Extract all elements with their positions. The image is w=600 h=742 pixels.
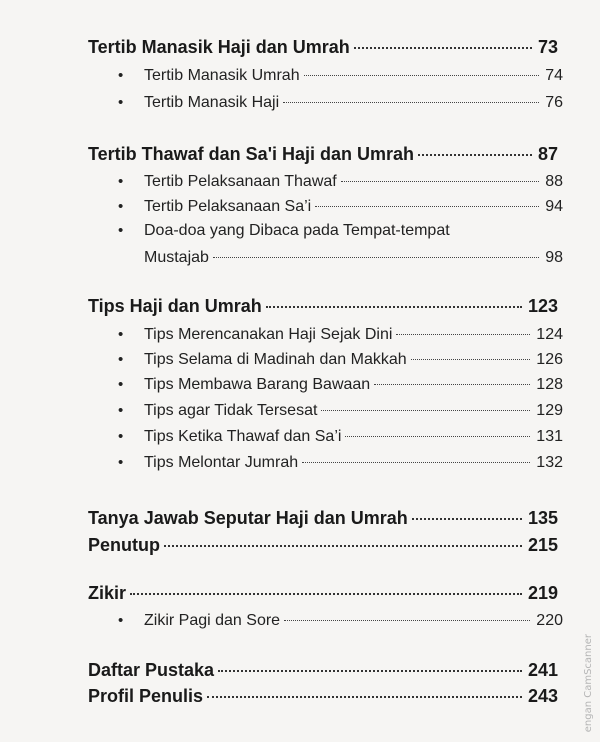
toc-subentry-label: Tips Ketika Thawaf dan Sa’i	[144, 428, 342, 445]
toc-entry-page: 123	[527, 296, 558, 316]
toc-subentry-label: Tips agar Tidak Tersesat	[144, 402, 318, 419]
toc-subentry-page: 132	[536, 454, 563, 471]
dot-leader	[321, 410, 530, 411]
dot-leader	[284, 620, 530, 621]
toc-subentry	[118, 612, 563, 630]
dot-leader	[218, 670, 522, 672]
toc-subentry	[118, 428, 563, 446]
toc-subentry	[118, 351, 563, 369]
toc-subentry-page: 129	[536, 402, 563, 419]
dot-leader	[304, 75, 540, 76]
bullet-icon: •	[118, 94, 124, 111]
toc-subentry	[118, 94, 563, 112]
toc-entry-profil-penulis	[88, 686, 558, 707]
toc-entry-tertib-thawaf	[88, 144, 558, 165]
toc-subentry-page: 98	[545, 249, 563, 266]
toc-entry-page: 87	[537, 144, 558, 164]
toc-entry-page: 73	[537, 37, 558, 57]
toc-subentry-label: Tertib Pelaksanaan Thawaf	[144, 173, 337, 190]
toc-subentry	[118, 402, 563, 420]
toc-entry-title: Penutup	[88, 535, 160, 555]
dot-leader	[283, 102, 539, 103]
toc-subentry-page: 94	[545, 198, 563, 215]
bullet-icon: •	[118, 351, 124, 368]
bullet-icon: •	[118, 326, 124, 343]
toc-subentry-page: 76	[545, 94, 563, 111]
toc-subentry-page: 131	[536, 428, 563, 445]
toc-subentry-page: 74	[545, 67, 563, 84]
dot-leader	[315, 206, 539, 207]
bullet-icon: •	[118, 454, 124, 471]
dot-leader	[411, 359, 531, 360]
toc-entry-page: 219	[527, 583, 558, 603]
toc-entry-title: Tertib Thawaf dan Sa'i Haji dan Umrah	[88, 144, 415, 164]
toc-entry-page: 135	[527, 508, 558, 528]
toc-entry-title: Profil Penulis	[88, 686, 204, 706]
scanner-watermark: engan CamScanner	[583, 633, 594, 732]
bullet-icon: •	[118, 198, 124, 215]
toc-subentry-continuation	[118, 249, 563, 267]
bullet-icon: •	[118, 612, 124, 629]
toc-subentry-page: 88	[545, 173, 563, 190]
toc-subentry-wrapped	[118, 222, 450, 240]
dot-leader	[374, 384, 530, 385]
toc-entry-page: 241	[527, 660, 558, 680]
bullet-icon: •	[118, 222, 124, 239]
dot-leader	[213, 257, 539, 258]
toc-subentry-label: Tips Merencanakan Haji Sejak Dini	[144, 326, 393, 343]
dot-leader	[207, 696, 522, 698]
dot-leader	[164, 545, 522, 547]
toc-entry-title: Tertib Manasik Haji dan Umrah	[88, 37, 350, 57]
toc-entry-zikir	[88, 583, 558, 604]
toc-entry-page: 215	[527, 535, 558, 555]
toc-subentry-page: 128	[536, 376, 563, 393]
dot-leader	[266, 306, 522, 308]
dot-leader	[418, 154, 532, 156]
toc-subentry	[118, 173, 563, 191]
toc-subentry-label: Tertib Pelaksanaan Sa’i	[144, 198, 312, 215]
toc-subentry-page: 126	[536, 351, 563, 368]
toc-subentry-page: 124	[536, 326, 563, 343]
toc-subentry-label: Tips Melontar Jumrah	[144, 454, 299, 471]
toc-subentry-label: Tips Membawa Barang Bawaan	[144, 376, 371, 393]
toc-entry-title: Tips Haji dan Umrah	[88, 296, 262, 316]
toc-entry-title: Zikir	[88, 583, 127, 603]
bullet-icon: •	[118, 376, 124, 393]
dot-leader	[345, 436, 530, 437]
dot-leader	[130, 593, 522, 595]
dot-leader	[341, 181, 539, 182]
toc-subentry	[118, 454, 563, 472]
toc-subentry-label: Tertib Manasik Haji	[144, 94, 280, 111]
toc-subentry-label: Tertib Manasik Umrah	[144, 67, 300, 84]
toc-subentry-page: 220	[536, 612, 563, 629]
bullet-icon: •	[118, 67, 124, 84]
toc-subentry-label: Zikir Pagi dan Sore	[144, 612, 281, 629]
toc-subentry-label-line1: Doa-doa yang Dibaca pada Tempat-tempat	[144, 222, 450, 239]
toc-subentry	[118, 376, 563, 394]
toc-subentry	[118, 198, 563, 216]
dot-leader	[396, 334, 530, 335]
toc-subentry-label-line2: Mustajab	[144, 249, 209, 266]
toc-subentry	[118, 326, 563, 344]
toc-entry-page: 243	[527, 686, 558, 706]
bullet-icon: •	[118, 402, 124, 419]
toc-subentry-label: Tips Selama di Madinah dan Makkah	[144, 351, 407, 368]
dot-leader	[302, 462, 530, 463]
toc-subentry	[118, 67, 563, 85]
toc-entry-penutup	[88, 535, 558, 556]
dot-leader	[412, 518, 522, 520]
toc-entry-tips	[88, 296, 558, 317]
bullet-icon: •	[118, 428, 124, 445]
bullet-icon: •	[118, 173, 124, 190]
toc-entry-tertib-manasik	[88, 37, 558, 58]
toc-entry-tanya-jawab	[88, 508, 558, 529]
dot-leader	[354, 47, 532, 49]
toc-entry-title: Tanya Jawab Seputar Haji dan Umrah	[88, 508, 408, 528]
toc-entry-daftar-pustaka	[88, 660, 558, 681]
toc-entry-title: Daftar Pustaka	[88, 660, 215, 680]
